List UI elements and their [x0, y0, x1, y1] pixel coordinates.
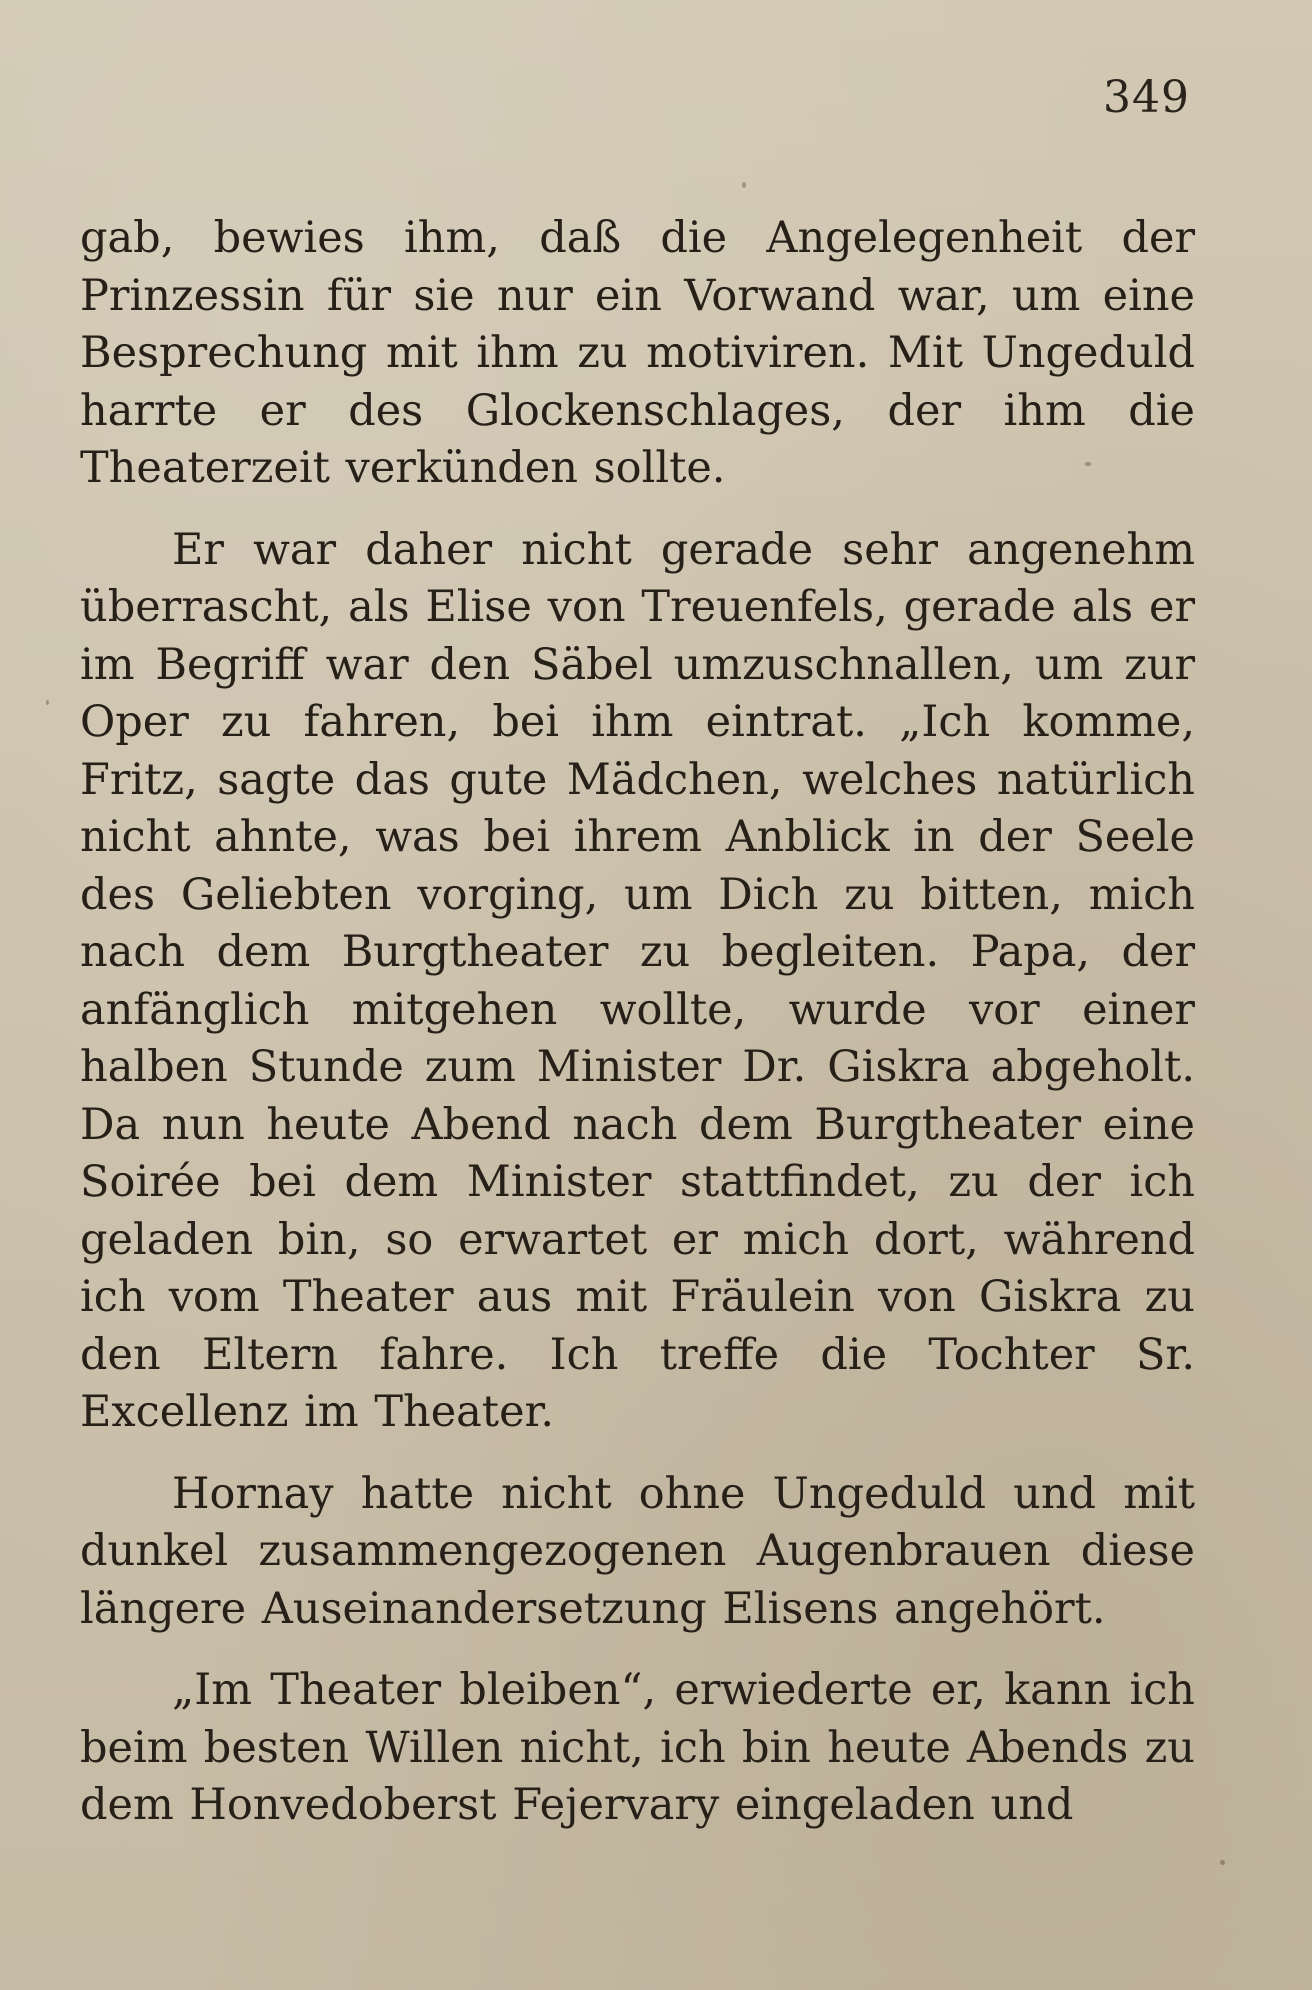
- body-text: [80, 210, 1195, 1835]
- paper-speck: [46, 700, 49, 705]
- page-number: 349: [1103, 72, 1190, 123]
- paragraph-elise-visit: Er war daher nicht gerade sehr angenehm überrascht, als Elise von Treuenfels, gerade als er im Begriff war den Säbel umzuschnallen, um zur Oper zu fahren, bei ihm eintrat. „Ich komme, Fritz, sagte das gute Mädchen, welches natürlich nicht ahnte, was bei ihrem Anblick in der Seele des Geliebten vorging, um Dich zu bitten, mich nach dem Burgtheater zu begleiten. Papa, der anfänglich mitgehen wollte, wurde vor einer halben Stunde zum Minister Dr. Giskra abgeholt. Da nun heute Abend nach dem Burgtheater eine Soirée bei dem Minister stattfindet, zu der ich geladen bin, so erwartet er mich dort, während ich vom Theater aus mit Fräulein von Giskra zu den Eltern fahre. Ich treffe die Tochter Sr. Excellenz im Theater.: [80, 524, 1195, 1437]
- paper-speck: [742, 182, 746, 188]
- paragraph-continuation: gab, bewies ihm, daß die Angelegenheit der Prinzessin für sie nur ein Vorwand war, um eine Besprechung mit ihm zu motiviren. Mit Ungeduld harrte er des Glockenschlages, der ihm die Theaterzeit verkünden sollte.: [80, 213, 1195, 493]
- paper-speck: [1085, 462, 1091, 466]
- paper-speck: [1220, 1860, 1225, 1865]
- paragraph-hornay-reaction: Hornay hatte nicht ohne Ungeduld und mit dunkel zusammengezogenen Augenbrauen diese längere Auseinandersetzung Elisens angehört.: [80, 1468, 1195, 1634]
- paragraph-hornay-reply: „Im Theater bleiben“, erwiederte er, kann ich beim besten Willen nicht, ich bin heute Abends zu dem Honvedoberst Fejervary eingeladen und: [80, 1665, 1195, 1830]
